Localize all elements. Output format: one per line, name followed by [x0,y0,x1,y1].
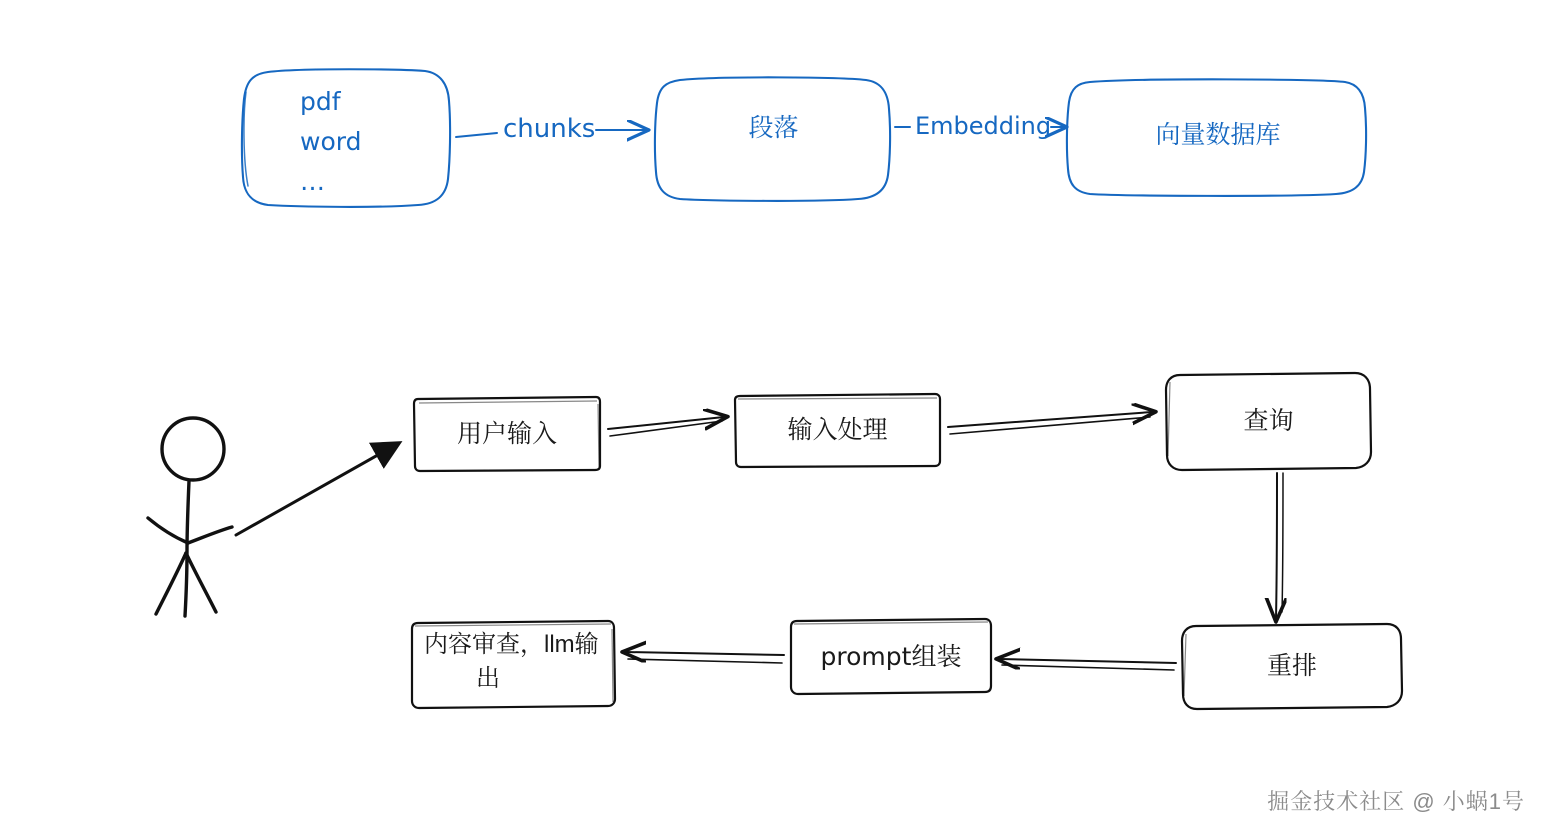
node-docs-line-3: … [300,166,325,196]
node-user-input-label: 用户输入 [456,420,557,449]
node-paragraph-shape [655,77,890,201]
actor-user-figure [148,418,232,616]
node-input-process-shape [735,394,940,467]
edge-label-chunks: chunks [503,114,596,144]
watermark: 掘金技术社区 @ 小蜗1号 [1267,789,1525,814]
node-prompt-assembly-label: prompt组装 [820,642,962,672]
node-content-review-line-1: 内容审查，llm输 [424,631,599,658]
node-vector-db-shape [1067,79,1366,196]
node-docs-line-1: pdf [300,87,341,116]
edge-label-embedding: Embedding [915,112,1052,140]
node-content-review-line-2: 出 [476,665,500,692]
node-rerank-label: 重排 [1266,652,1317,681]
node-user-input-shape [414,397,600,471]
node-rerank-shape [1182,624,1402,709]
node-input-process-label: 输入处理 [787,416,888,445]
node-query-label: 查询 [1243,407,1294,436]
node-paragraph-label: 段落 [748,114,799,143]
node-query-shape [1166,373,1371,470]
node-vector-db-label: 向量数据库 [1155,121,1281,150]
node-content-review-shape [412,621,615,708]
node-prompt-assembly-shape [791,619,991,694]
node-docs-line-2: word [300,126,362,156]
node-docs-shape [242,69,450,207]
